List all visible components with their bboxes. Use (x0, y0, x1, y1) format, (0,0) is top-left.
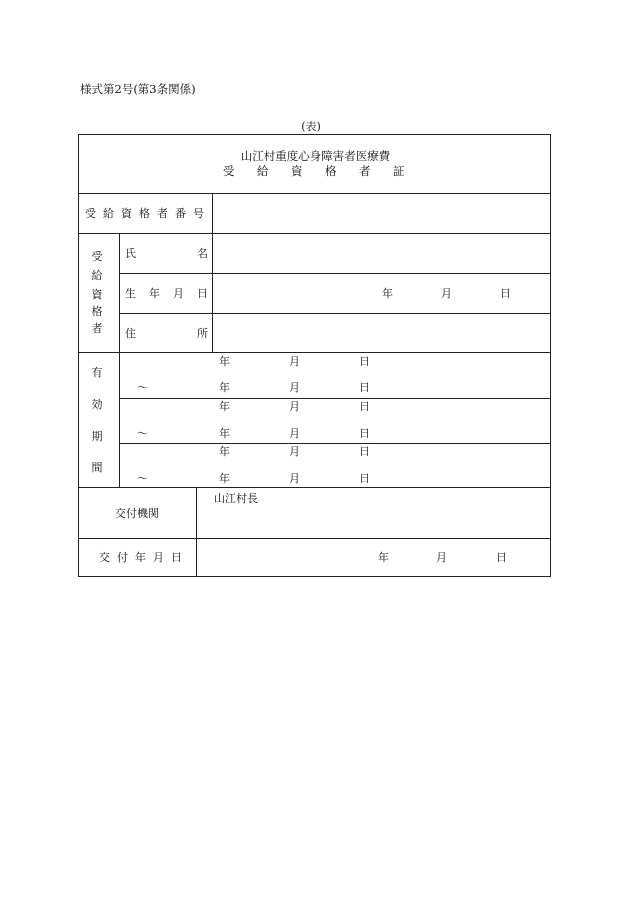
column-divider (119, 233, 120, 487)
column-divider (212, 233, 213, 352)
recipient-group-label-char: 者 (91, 322, 103, 335)
validity-label-char: 間 (91, 461, 103, 474)
issuing-agency-value: 山江村長 (214, 492, 258, 505)
address-field[interactable] (219, 319, 544, 347)
validity-label-char: 期 (91, 430, 103, 443)
certificate-form (78, 134, 551, 577)
validity-end-month-unit: 月 (289, 381, 300, 394)
birthdate-label-char: 年 (149, 287, 160, 300)
recipient-number-label-char: 者 (157, 207, 168, 220)
validity-start-day-unit: 日 (359, 400, 370, 413)
validity-end-day-unit: 日 (359, 381, 370, 394)
certificate-subtitle-char: 給 (257, 164, 269, 178)
certificate-subtitle-char: 受 (223, 164, 235, 178)
validity-label-char: 有 (91, 366, 103, 379)
validity-end-year-unit: 年 (219, 381, 230, 394)
certificate-subtitle-char: 資 (291, 164, 303, 178)
row-divider (79, 352, 550, 353)
validity-start-year-unit: 年 (219, 355, 230, 368)
recipient-number-label-char: 格 (139, 207, 150, 220)
validity-end-year-unit: 年 (219, 427, 230, 440)
row-divider (79, 233, 550, 234)
issue-date-label-char: 日 (171, 551, 182, 564)
range-mark: ～ (137, 472, 148, 485)
recipient-number-label-char: 給 (103, 207, 114, 220)
recipient-number-field[interactable] (219, 201, 544, 227)
address-label-char: 住 (125, 327, 136, 340)
name-label-char: 氏 (125, 247, 136, 260)
column-divider (196, 487, 197, 576)
row-divider (119, 398, 550, 399)
validity-end-day-unit: 日 (359, 427, 370, 440)
recipient-group-label-char: 受 (91, 250, 103, 263)
validity-start-month-unit: 月 (289, 445, 300, 458)
recipient-number-label-char: 受 (85, 207, 96, 220)
row-divider (119, 443, 550, 444)
birthdate-label-char: 生 (125, 287, 136, 300)
validity-start-day-unit: 日 (359, 445, 370, 458)
validity-start-year-unit: 年 (219, 400, 230, 413)
issue-day-unit: 日 (496, 551, 507, 564)
name-field[interactable] (219, 239, 544, 267)
recipient-group-label-char: 格 (91, 305, 103, 318)
row-divider (79, 487, 550, 488)
certificate-subtitle-char: 者 (359, 164, 371, 178)
issue-date-label-char: 付 (117, 551, 128, 564)
row-divider (119, 313, 550, 314)
validity-start-day-unit: 日 (359, 355, 370, 368)
validity-end-month-unit: 月 (289, 472, 300, 485)
certificate-subtitle-char: 格 (325, 164, 337, 178)
row-divider (79, 193, 550, 194)
name-label-char: 名 (197, 247, 208, 260)
row-divider (119, 273, 550, 274)
validity-label-char: 効 (91, 398, 103, 411)
range-mark: ～ (137, 427, 148, 440)
birthdate-label-char: 日 (197, 287, 208, 300)
recipient-group-label-char: 資 (91, 288, 103, 301)
issue-date-label-char: 年 (135, 551, 146, 564)
form-number: 様式第2号(第3条関係) (80, 82, 196, 96)
validity-start-month-unit: 月 (289, 355, 300, 368)
issue-year-unit: 年 (378, 551, 389, 564)
certificate-title: 山江村重度心身障害者医療費 (240, 149, 391, 163)
recipient-group-label-char: 給 (91, 269, 103, 282)
validity-start-year-unit: 年 (219, 445, 230, 458)
birthdate-year-unit: 年 (382, 287, 393, 300)
row-divider (79, 538, 550, 539)
issue-date-label-char: 交 (99, 551, 110, 564)
validity-end-month-unit: 月 (289, 427, 300, 440)
birthdate-label-char: 月 (173, 287, 184, 300)
certificate-subtitle-char: 証 (393, 164, 405, 178)
address-label-char: 所 (197, 327, 208, 340)
column-divider (212, 193, 213, 233)
recipient-number-label-char: 号 (193, 207, 204, 220)
issuing-agency-label: 交付機関 (115, 507, 159, 520)
side-label: (表) (301, 120, 321, 133)
issue-date-label-char: 月 (153, 551, 164, 564)
validity-end-day-unit: 日 (359, 472, 370, 485)
recipient-number-label-char: 番 (175, 207, 186, 220)
validity-start-month-unit: 月 (289, 400, 300, 413)
birthdate-day-unit: 日 (500, 287, 511, 300)
recipient-number-label-char: 資 (121, 207, 132, 220)
issue-month-unit: 月 (436, 551, 447, 564)
birthdate-month-unit: 月 (441, 287, 452, 300)
range-mark: ～ (137, 381, 148, 394)
validity-end-year-unit: 年 (219, 472, 230, 485)
